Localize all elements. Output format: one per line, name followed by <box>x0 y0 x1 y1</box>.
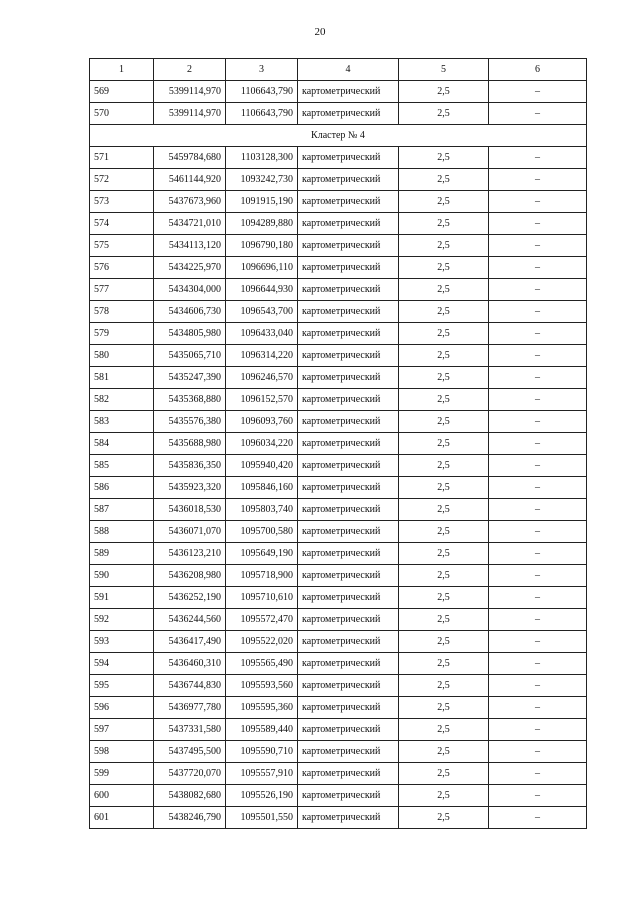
y-coordinate-cell: 1094289,880 <box>226 213 298 235</box>
note-cell: – <box>489 499 587 521</box>
table-row <box>90 455 587 477</box>
point-number-cell: 572 <box>90 169 154 191</box>
x-coordinate-cell: 5434225,970 <box>154 257 226 279</box>
note-cell: – <box>489 785 587 807</box>
page-number: 20 <box>314 26 326 38</box>
note-cell: – <box>489 477 587 499</box>
table-row <box>90 807 587 829</box>
table-row <box>90 103 587 125</box>
point-number-cell: 601 <box>90 807 154 829</box>
note-cell: – <box>489 631 587 653</box>
method-cell: картометрический <box>298 631 399 653</box>
note-cell: – <box>489 169 587 191</box>
note-cell: – <box>489 345 587 367</box>
accuracy-cell: 2,5 <box>399 653 489 675</box>
accuracy-cell: 2,5 <box>399 257 489 279</box>
table-row <box>90 345 587 367</box>
note-cell: – <box>489 323 587 345</box>
point-number-cell: 576 <box>90 257 154 279</box>
point-number-cell: 578 <box>90 301 154 323</box>
note-cell: – <box>489 675 587 697</box>
point-number-cell: 574 <box>90 213 154 235</box>
table-row <box>90 81 587 103</box>
accuracy-cell: 2,5 <box>399 543 489 565</box>
point-number-cell: 569 <box>90 81 154 103</box>
x-coordinate-cell: 5435576,380 <box>154 411 226 433</box>
method-cell: картометрический <box>298 367 399 389</box>
note-cell: – <box>489 587 587 609</box>
y-coordinate-cell: 1095593,560 <box>226 675 298 697</box>
y-coordinate-cell: 1091915,190 <box>226 191 298 213</box>
method-cell: картометрический <box>298 103 399 125</box>
method-cell: картометрический <box>298 257 399 279</box>
point-number-cell: 584 <box>90 433 154 455</box>
note-cell: – <box>489 433 587 455</box>
note-cell: – <box>489 697 587 719</box>
y-coordinate-cell: 1096093,760 <box>226 411 298 433</box>
coordinates-table <box>89 58 587 829</box>
point-number-cell: 579 <box>90 323 154 345</box>
table-row <box>90 433 587 455</box>
point-number-cell: 580 <box>90 345 154 367</box>
x-coordinate-cell: 5436977,780 <box>154 697 226 719</box>
y-coordinate-cell: 1095501,550 <box>226 807 298 829</box>
method-cell: картометрический <box>298 147 399 169</box>
method-cell: картометрический <box>298 785 399 807</box>
y-coordinate-cell: 1106643,790 <box>226 81 298 103</box>
note-cell: – <box>489 235 587 257</box>
method-cell: картометрический <box>298 543 399 565</box>
x-coordinate-cell: 5435923,320 <box>154 477 226 499</box>
table-row <box>90 191 587 213</box>
note-cell: – <box>489 103 587 125</box>
x-coordinate-cell: 5436252,190 <box>154 587 226 609</box>
x-coordinate-cell: 5436018,530 <box>154 499 226 521</box>
x-coordinate-cell: 5435065,710 <box>154 345 226 367</box>
point-number-cell: 592 <box>90 609 154 631</box>
note-cell: – <box>489 653 587 675</box>
point-number-cell: 587 <box>90 499 154 521</box>
table-row <box>90 631 587 653</box>
section-title: Кластер № 4 <box>90 125 587 147</box>
header-col-6: 6 <box>489 59 587 81</box>
table-row <box>90 301 587 323</box>
note-cell: – <box>489 147 587 169</box>
accuracy-cell: 2,5 <box>399 301 489 323</box>
method-cell: картометрический <box>298 719 399 741</box>
table-row <box>90 499 587 521</box>
table-row <box>90 719 587 741</box>
accuracy-cell: 2,5 <box>399 367 489 389</box>
x-coordinate-cell: 5434304,000 <box>154 279 226 301</box>
method-cell: картометрический <box>298 169 399 191</box>
note-cell: – <box>489 609 587 631</box>
x-coordinate-cell: 5436244,560 <box>154 609 226 631</box>
accuracy-cell: 2,5 <box>399 433 489 455</box>
note-cell: – <box>489 719 587 741</box>
table-row <box>90 235 587 257</box>
method-cell: картометрический <box>298 455 399 477</box>
x-coordinate-cell: 5436744,830 <box>154 675 226 697</box>
accuracy-cell: 2,5 <box>399 477 489 499</box>
note-cell: – <box>489 807 587 829</box>
accuracy-cell: 2,5 <box>399 103 489 125</box>
note-cell: – <box>489 411 587 433</box>
y-coordinate-cell: 1096152,570 <box>226 389 298 411</box>
x-coordinate-cell: 5435368,880 <box>154 389 226 411</box>
y-coordinate-cell: 1096246,570 <box>226 367 298 389</box>
method-cell: картометрический <box>298 653 399 675</box>
method-cell: картометрический <box>298 565 399 587</box>
y-coordinate-cell: 1095710,610 <box>226 587 298 609</box>
method-cell: картометрический <box>298 411 399 433</box>
x-coordinate-cell: 5399114,970 <box>154 103 226 125</box>
note-cell: – <box>489 367 587 389</box>
x-coordinate-cell: 5435688,980 <box>154 433 226 455</box>
table-row <box>90 785 587 807</box>
accuracy-cell: 2,5 <box>399 521 489 543</box>
y-coordinate-cell: 1095590,710 <box>226 741 298 763</box>
point-number-cell: 571 <box>90 147 154 169</box>
accuracy-cell: 2,5 <box>399 741 489 763</box>
accuracy-cell: 2,5 <box>399 675 489 697</box>
y-coordinate-cell: 1096433,040 <box>226 323 298 345</box>
y-coordinate-cell: 1095803,740 <box>226 499 298 521</box>
note-cell: – <box>489 213 587 235</box>
table-row <box>90 609 587 631</box>
accuracy-cell: 2,5 <box>399 763 489 785</box>
header-col-2: 2 <box>154 59 226 81</box>
accuracy-cell: 2,5 <box>399 81 489 103</box>
method-cell: картометрический <box>298 323 399 345</box>
table-row <box>90 521 587 543</box>
point-number-cell: 596 <box>90 697 154 719</box>
table-row <box>90 213 587 235</box>
point-number-cell: 595 <box>90 675 154 697</box>
point-number-cell: 597 <box>90 719 154 741</box>
method-cell: картометрический <box>298 741 399 763</box>
method-cell: картометрический <box>298 697 399 719</box>
table-row <box>90 565 587 587</box>
accuracy-cell: 2,5 <box>399 499 489 521</box>
note-cell: – <box>489 543 587 565</box>
method-cell: картометрический <box>298 301 399 323</box>
x-coordinate-cell: 5436208,980 <box>154 565 226 587</box>
accuracy-cell: 2,5 <box>399 785 489 807</box>
point-number-cell: 583 <box>90 411 154 433</box>
table-body <box>90 59 587 829</box>
accuracy-cell: 2,5 <box>399 235 489 257</box>
note-cell: – <box>489 301 587 323</box>
y-coordinate-cell: 1095846,160 <box>226 477 298 499</box>
y-coordinate-cell: 1093242,730 <box>226 169 298 191</box>
method-cell: картометрический <box>298 587 399 609</box>
table-row <box>90 543 587 565</box>
y-coordinate-cell: 1095589,440 <box>226 719 298 741</box>
point-number-cell: 582 <box>90 389 154 411</box>
method-cell: картометрический <box>298 521 399 543</box>
y-coordinate-cell: 1096314,220 <box>226 345 298 367</box>
table-row <box>90 169 587 191</box>
x-coordinate-cell: 5437673,960 <box>154 191 226 213</box>
method-cell: картометрический <box>298 609 399 631</box>
x-coordinate-cell: 5461144,920 <box>154 169 226 191</box>
header-col-3: 3 <box>226 59 298 81</box>
x-coordinate-cell: 5437495,500 <box>154 741 226 763</box>
x-coordinate-cell: 5436071,070 <box>154 521 226 543</box>
y-coordinate-cell: 1095649,190 <box>226 543 298 565</box>
y-coordinate-cell: 1095522,020 <box>226 631 298 653</box>
point-number-cell: 600 <box>90 785 154 807</box>
note-cell: – <box>489 279 587 301</box>
point-number-cell: 577 <box>90 279 154 301</box>
point-number-cell: 581 <box>90 367 154 389</box>
accuracy-cell: 2,5 <box>399 323 489 345</box>
table-row <box>90 675 587 697</box>
section-row <box>90 125 587 147</box>
y-coordinate-cell: 1095940,420 <box>226 455 298 477</box>
y-coordinate-cell: 1095565,490 <box>226 653 298 675</box>
note-cell: – <box>489 191 587 213</box>
y-coordinate-cell: 1096790,180 <box>226 235 298 257</box>
y-coordinate-cell: 1096543,700 <box>226 301 298 323</box>
x-coordinate-cell: 5437720,070 <box>154 763 226 785</box>
note-cell: – <box>489 741 587 763</box>
method-cell: картометрический <box>298 213 399 235</box>
table-row <box>90 367 587 389</box>
method-cell: картометрический <box>298 235 399 257</box>
point-number-cell: 593 <box>90 631 154 653</box>
table-row <box>90 389 587 411</box>
x-coordinate-cell: 5435247,390 <box>154 367 226 389</box>
x-coordinate-cell: 5434805,980 <box>154 323 226 345</box>
x-coordinate-cell: 5434721,010 <box>154 213 226 235</box>
x-coordinate-cell: 5436460,310 <box>154 653 226 675</box>
method-cell: картометрический <box>298 433 399 455</box>
x-coordinate-cell: 5434606,730 <box>154 301 226 323</box>
header-col-1: 1 <box>90 59 154 81</box>
point-number-cell: 590 <box>90 565 154 587</box>
y-coordinate-cell: 1096696,110 <box>226 257 298 279</box>
point-number-cell: 573 <box>90 191 154 213</box>
table-row <box>90 741 587 763</box>
table-row <box>90 587 587 609</box>
note-cell: – <box>489 389 587 411</box>
y-coordinate-cell: 1095526,190 <box>226 785 298 807</box>
y-coordinate-cell: 1096644,930 <box>226 279 298 301</box>
accuracy-cell: 2,5 <box>399 807 489 829</box>
method-cell: картометрический <box>298 345 399 367</box>
point-number-cell: 591 <box>90 587 154 609</box>
x-coordinate-cell: 5435836,350 <box>154 455 226 477</box>
table-row <box>90 653 587 675</box>
accuracy-cell: 2,5 <box>399 213 489 235</box>
y-coordinate-cell: 1095595,360 <box>226 697 298 719</box>
method-cell: картометрический <box>298 81 399 103</box>
accuracy-cell: 2,5 <box>399 389 489 411</box>
point-number-cell: 589 <box>90 543 154 565</box>
y-coordinate-cell: 1103128,300 <box>226 147 298 169</box>
point-number-cell: 570 <box>90 103 154 125</box>
header-col-5: 5 <box>399 59 489 81</box>
x-coordinate-cell: 5438082,680 <box>154 785 226 807</box>
table-row <box>90 147 587 169</box>
table-header-row <box>90 59 587 81</box>
accuracy-cell: 2,5 <box>399 169 489 191</box>
accuracy-cell: 2,5 <box>399 587 489 609</box>
point-number-cell: 586 <box>90 477 154 499</box>
y-coordinate-cell: 1095557,910 <box>226 763 298 785</box>
y-coordinate-cell: 1095700,580 <box>226 521 298 543</box>
method-cell: картометрический <box>298 675 399 697</box>
method-cell: картометрический <box>298 191 399 213</box>
note-cell: – <box>489 257 587 279</box>
point-number-cell: 599 <box>90 763 154 785</box>
x-coordinate-cell: 5399114,970 <box>154 81 226 103</box>
note-cell: – <box>489 81 587 103</box>
accuracy-cell: 2,5 <box>399 631 489 653</box>
table-row <box>90 323 587 345</box>
accuracy-cell: 2,5 <box>399 455 489 477</box>
method-cell: картометрический <box>298 763 399 785</box>
table-row <box>90 477 587 499</box>
note-cell: – <box>489 455 587 477</box>
table-row <box>90 411 587 433</box>
x-coordinate-cell: 5438246,790 <box>154 807 226 829</box>
note-cell: – <box>489 763 587 785</box>
point-number-cell: 598 <box>90 741 154 763</box>
accuracy-cell: 2,5 <box>399 697 489 719</box>
method-cell: картометрический <box>298 499 399 521</box>
table-row <box>90 763 587 785</box>
header-col-4: 4 <box>298 59 399 81</box>
method-cell: картометрический <box>298 389 399 411</box>
x-coordinate-cell: 5436417,490 <box>154 631 226 653</box>
y-coordinate-cell: 1096034,220 <box>226 433 298 455</box>
table-row <box>90 697 587 719</box>
accuracy-cell: 2,5 <box>399 565 489 587</box>
note-cell: – <box>489 565 587 587</box>
accuracy-cell: 2,5 <box>399 345 489 367</box>
method-cell: картометрический <box>298 807 399 829</box>
point-number-cell: 594 <box>90 653 154 675</box>
table-row <box>90 257 587 279</box>
accuracy-cell: 2,5 <box>399 609 489 631</box>
x-coordinate-cell: 5459784,680 <box>154 147 226 169</box>
accuracy-cell: 2,5 <box>399 719 489 741</box>
x-coordinate-cell: 5437331,580 <box>154 719 226 741</box>
accuracy-cell: 2,5 <box>399 411 489 433</box>
x-coordinate-cell: 5434113,120 <box>154 235 226 257</box>
y-coordinate-cell: 1095572,470 <box>226 609 298 631</box>
x-coordinate-cell: 5436123,210 <box>154 543 226 565</box>
y-coordinate-cell: 1095718,900 <box>226 565 298 587</box>
method-cell: картометрический <box>298 477 399 499</box>
point-number-cell: 588 <box>90 521 154 543</box>
accuracy-cell: 2,5 <box>399 279 489 301</box>
point-number-cell: 575 <box>90 235 154 257</box>
table-row <box>90 279 587 301</box>
note-cell: – <box>489 521 587 543</box>
accuracy-cell: 2,5 <box>399 147 489 169</box>
accuracy-cell: 2,5 <box>399 191 489 213</box>
method-cell: картометрический <box>298 279 399 301</box>
y-coordinate-cell: 1106643,790 <box>226 103 298 125</box>
point-number-cell: 585 <box>90 455 154 477</box>
